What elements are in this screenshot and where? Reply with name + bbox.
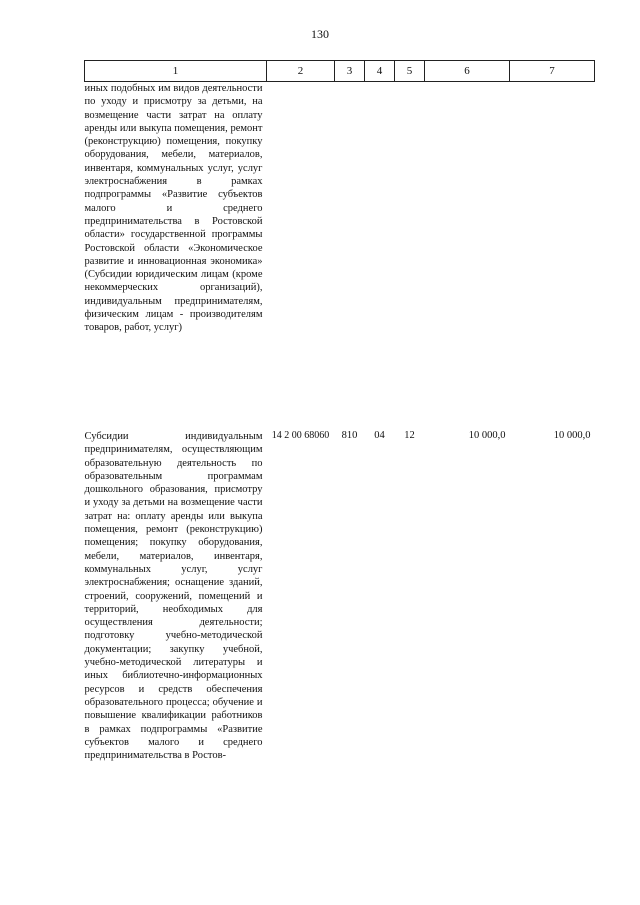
table-header-row [85, 61, 595, 82]
table-row [85, 82, 595, 423]
row-vr: 810 [341, 430, 358, 441]
row-rz [365, 82, 395, 423]
budget-table [84, 60, 594, 762]
header-col-1: 1 [85, 61, 267, 82]
row-pr [395, 82, 425, 423]
row-sum-1: 10 000,0 [468, 430, 506, 441]
row-sum-1 [425, 82, 510, 423]
header-col-4: 4 [365, 61, 395, 82]
header-col-3: 3 [335, 61, 365, 82]
header-col-2: 2 [267, 61, 335, 82]
row-sum-2 [510, 82, 595, 423]
row-code [267, 82, 335, 423]
row-sum-2: 10 000,0 [553, 430, 591, 441]
table-row [85, 422, 595, 762]
header-col-5: 5 [395, 61, 425, 82]
row-vr [335, 82, 365, 423]
row-code: 14 2 00 68060 [271, 430, 330, 441]
header-col-6: 6 [425, 61, 510, 82]
page-number: 130 [311, 27, 329, 41]
header-col-7: 7 [510, 61, 595, 82]
row-rz: 04 [374, 430, 385, 441]
row-description: иных подобных им видов деятельности по уходу и присмотру за детьми, на возмещение части затрат на оплату аренды или выкупа помещения, ремонт (реконструкцию) помещения, покупку оборудования, мебели, материалов, инвентаря, коммунальных услуг, услуг электроснабжения в рамках подпрограммы «Развитие субъектов малого и среднего предпринимательства в Ростовской области» государственной программы Ростовской области «Экономическое развитие и инновационная экономика» (Субсидии юридическим лицам (кроме некоммерческих организаций), индивидуальным предпринимателям, физическим лицам - производителям товаров, работ, услуг) [84, 83, 263, 334]
row-description: Субсидии индивидуальным предпринимателям, осуществляющим образовательную деятельность по образовательным программам дошкольного образования, присмотру и уходу за детьми на возмещение части затрат на: оплату аренды или выкупа помещения, ремонт (реконструкцию) помещения; покупку оборудования, мебели, материалов, инвентаря, коммунальных услуг, услуг электроснабжения; оснащение зданий, строений, сооружений, помещений и территорий, необходимых для осуществления деятельности; подготовку учебно-методической документации; закупку учебной, учебно-методической литературы и иных библиотечно-информационных ресурсов и средств обеспечения образовательного процесса; обучение и повышение квалификации работников в рамках подпрограммы «Развитие субъектов малого и среднего предпринимательства в Ростов- [84, 431, 263, 762]
row-pr: 12 [404, 430, 415, 441]
